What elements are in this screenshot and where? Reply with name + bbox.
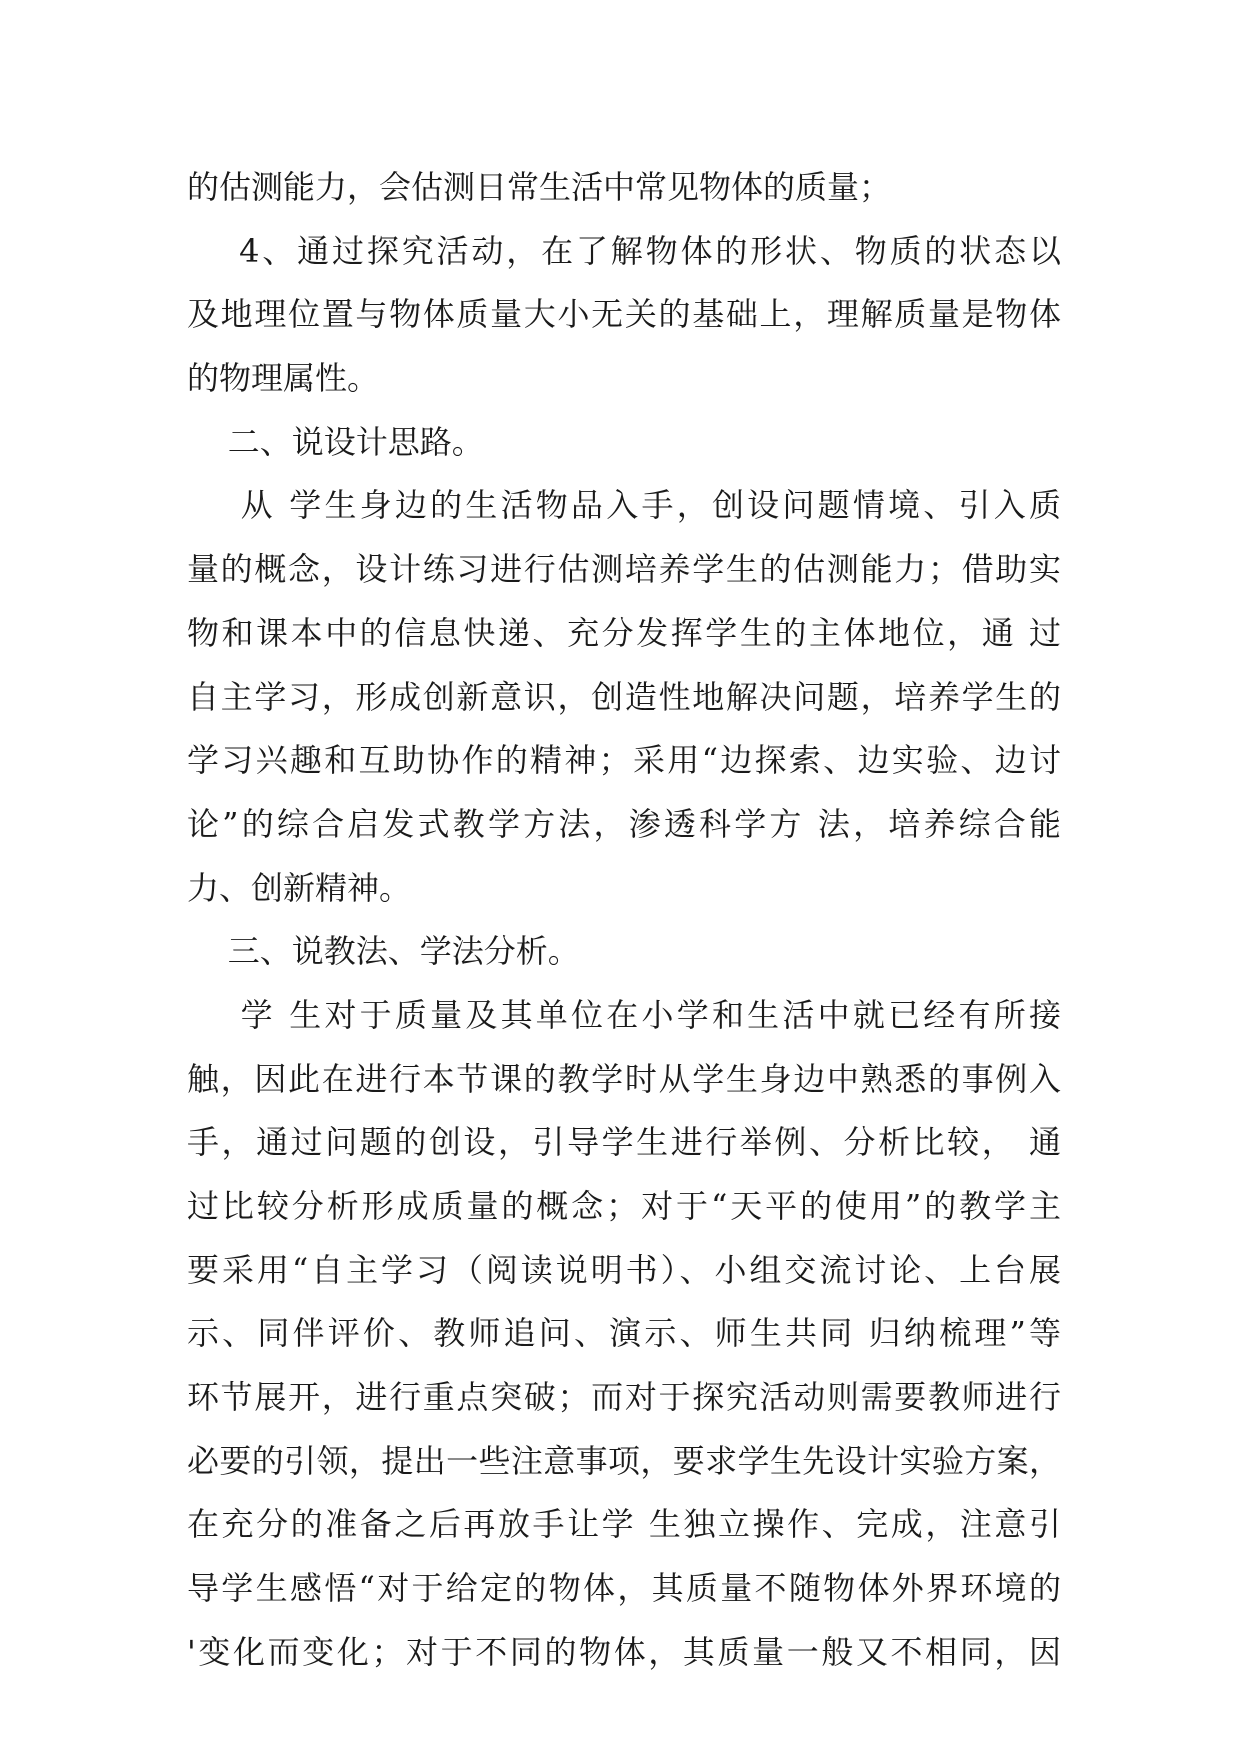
text-line: 在充分的准备之后再放手让学 生独立操作、完成，注意引 xyxy=(187,1505,1061,1544)
text-line: 的估测能力，会估测日常生活中常见物体的质量； xyxy=(187,168,892,206)
text-line: 导学生感悟“对于给定的物体，其质量不随物体外界环境的 xyxy=(187,1569,1061,1608)
text-line: 过比较分析形成质量的概念；对于“天平的使用”的教学主 xyxy=(187,1187,1061,1225)
text-line: 环节展开，进行重点突破；而对于探究活动则需要教师进行 xyxy=(187,1378,1061,1417)
text-line: 物和课本中的信息快递、充分发挥学生的主体地位，通 过 xyxy=(187,613,1061,652)
text-line: 触，因此在进行本节课的教学时从学生身边中熟悉的事例入 xyxy=(187,1059,1061,1098)
text-line: 要采用“自主学习（阅读说明书）、小组交流讨论、上台展 xyxy=(187,1250,1061,1289)
text-line: 学习兴趣和互助协作的精神；采用“边探索、边实验、边讨 xyxy=(187,741,1061,780)
text-line: '变化而变化；对于不同的物体，其质量一般又不相同，因 xyxy=(187,1632,1061,1671)
text-line: 及地理位置与物体质量大小无关的基础上，理解质量是物体 xyxy=(187,295,1061,334)
text-line: 量的概念，设计练习进行估测培养学生的估测能力；借助实 xyxy=(187,550,1061,589)
text-line: 从 学生身边的生活物品入手，创设问题情境、引入质 xyxy=(187,486,1061,525)
text-line: 力、创新精神。 xyxy=(187,868,412,907)
body-text xyxy=(187,156,1061,1685)
text-line: 必要的引领，提出一些注意事项，要求学生先设计实验方案， xyxy=(187,1441,1061,1480)
text-line: 自主学习，形成创新意识，创造性地解决问题，培养学生的 xyxy=(187,677,1061,716)
text-line: 手，通过问题的创设，引导学生进行举例、分析比较， 通 xyxy=(187,1123,1061,1162)
text-line: 论”的综合启发式教学方法，渗透科学方 法，培养综合能 xyxy=(187,804,1061,843)
text-line: 的物理属性。 xyxy=(187,359,380,398)
text-line: 4、通过探究活动，在了解物体的形状、物质的状态以 xyxy=(187,231,1061,270)
text-line: 示、同伴评价、教师追问、演示、师生共同 归纳梳理”等 xyxy=(187,1314,1061,1353)
text-line: 二、说设计思路。 xyxy=(187,422,484,461)
text-line: 学 生对于质量及其单位在小学和生活中就已经有所接 xyxy=(187,995,1061,1034)
text-line: 三、说教法、学法分析。 xyxy=(187,932,580,971)
